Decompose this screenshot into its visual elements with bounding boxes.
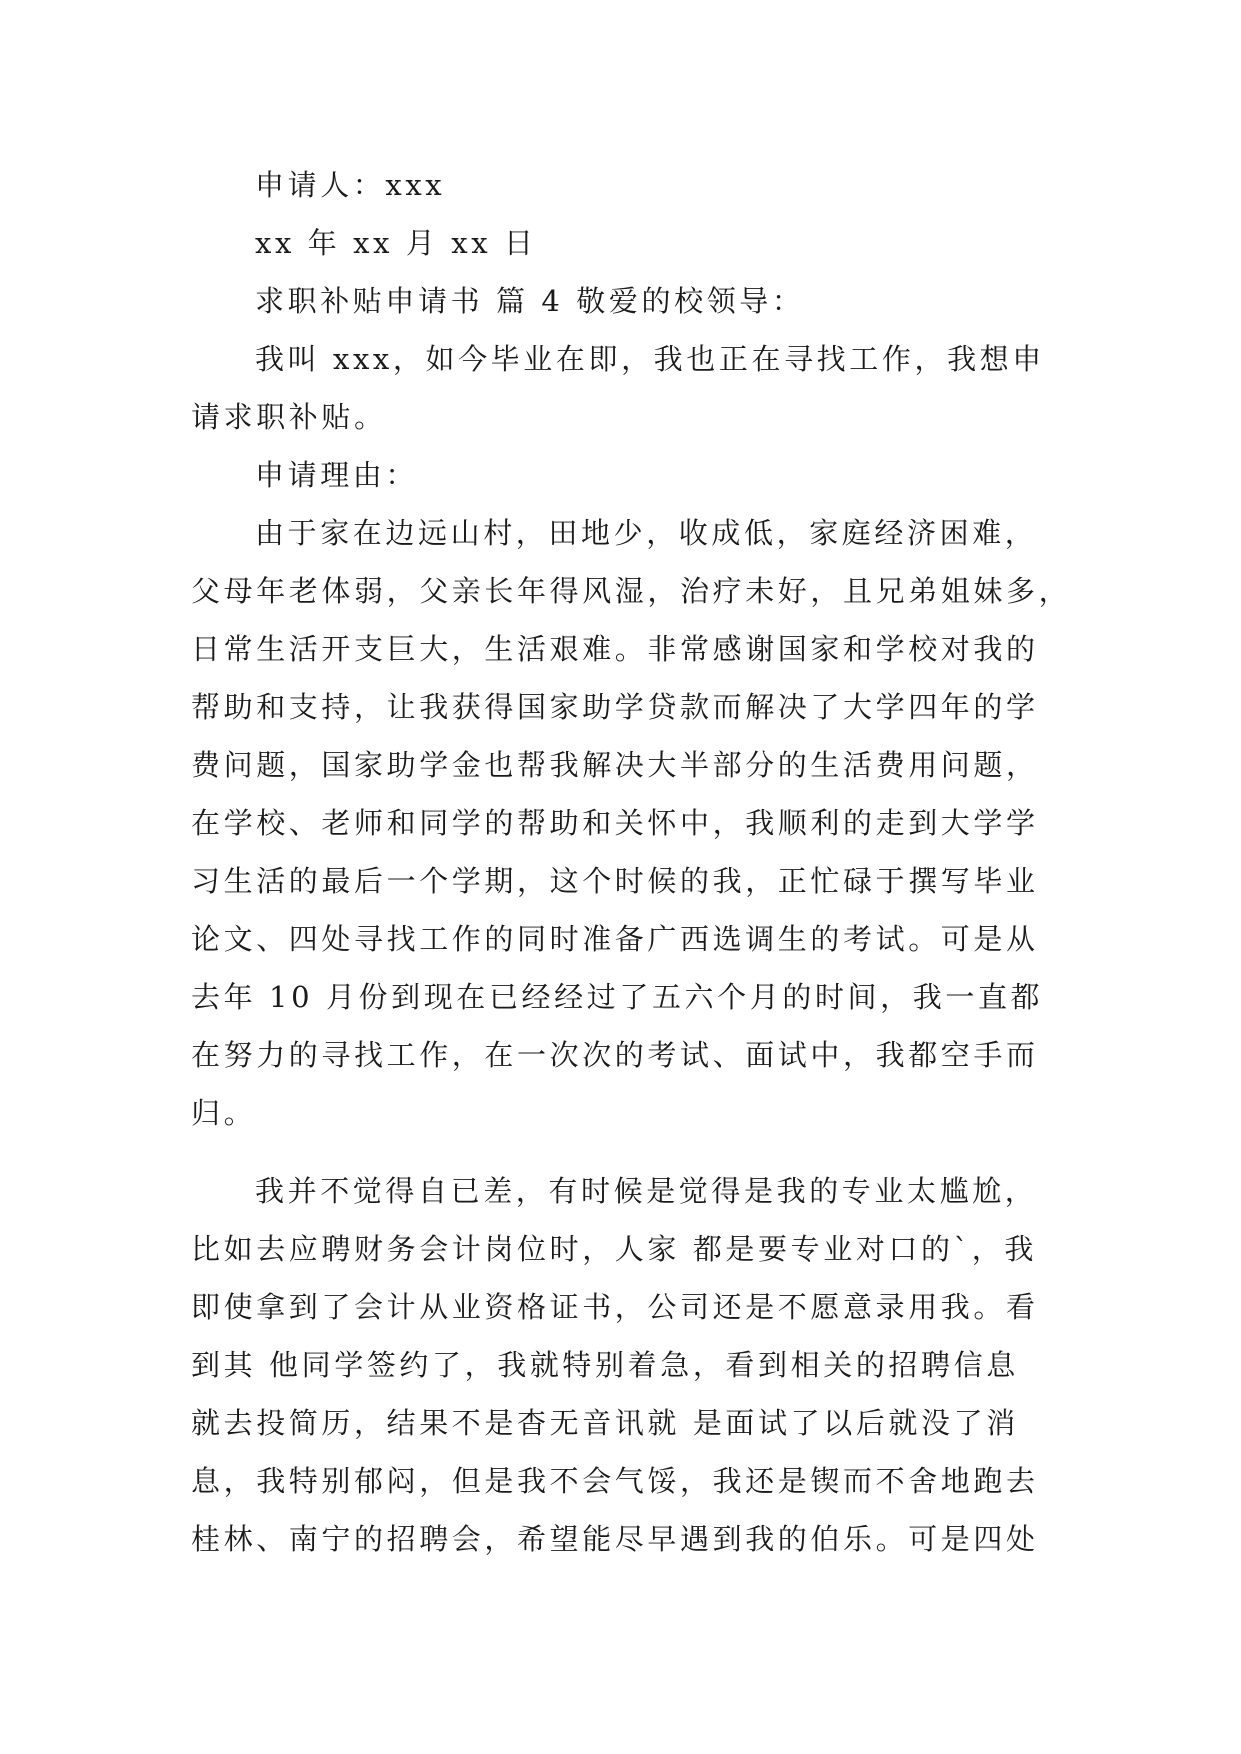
text-line: 即使拿到了会计从业资格证书，公司还是不愿意录用我。看 bbox=[191, 1290, 1039, 1324]
reason-label: 申请理由： bbox=[255, 458, 419, 492]
date-line: xx 年 xx 月 xx 日 bbox=[255, 226, 537, 260]
text-line: 习生活的最后一个学期，这个时候的我，正忙碌于撰写毕业 bbox=[191, 864, 1039, 898]
text-line: 比如去应聘财务会计岗位时，人家 都是要专业对口的`，我 bbox=[191, 1232, 1037, 1266]
applicant-line: 申请人：xxx bbox=[255, 168, 446, 202]
text-line: 我并不觉得自已差，有时候是觉得是我的专业太尴尬， bbox=[255, 1174, 1038, 1208]
paragraph-gap bbox=[191, 1142, 1051, 1162]
text-line: 就去投简历，结果不是杳无音讯就 是面试了以后就没了消 bbox=[191, 1406, 1019, 1440]
document-body bbox=[191, 156, 1072, 1568]
text-line: 父母年老体弱，父亲长年得风湿，治疗未好，且兄弟姐妹多， bbox=[191, 574, 1072, 608]
text-line: 在学校、老师和同学的帮助和关怀中，我顺利的走到大学学 bbox=[191, 806, 1039, 840]
text-line: 由于家在边远山村，田地少，收成低，家庭经济困难， bbox=[255, 516, 1038, 550]
text-line: 息，我特别郁闷，但是我不会气馁，我还是锲而不舍地跑去 bbox=[191, 1464, 1039, 1498]
text-line: 去年 10 月份到现在已经经过了五六个月的时间，我一直都 bbox=[191, 980, 1044, 1014]
text-line: 请求职补贴。 bbox=[191, 400, 387, 434]
paragraph-reasons bbox=[191, 504, 1072, 1142]
text-line: 日常生活开支巨大，生活艰难。非常感谢国家和学校对我的 bbox=[191, 632, 1039, 666]
text-line: 论文、四处寻找工作的同时准备广西选调生的考试。可是从 bbox=[191, 922, 1039, 956]
text-line: 桂林、南宁的招聘会，希望能尽早遇到我的伯乐。可是四处 bbox=[191, 1522, 1039, 1556]
text-line: 到其 他同学签约了，我就特别着急，看到相关的招聘信息 bbox=[191, 1348, 1019, 1382]
text-line: 帮助和支持，让我获得国家助学贷款而解决了大学四年的学 bbox=[191, 690, 1039, 724]
text-line: 归。 bbox=[191, 1096, 257, 1130]
text-line: 我叫 xxx，如今毕业在即，我也正在寻找工作，我想申 bbox=[255, 342, 1045, 376]
paragraph-experience bbox=[191, 1162, 1051, 1568]
text-line: 在努力的寻找工作，在一次次的考试、面试中，我都空手而 bbox=[191, 1038, 1039, 1072]
paragraph-intro bbox=[191, 330, 1051, 446]
heading-line: 求职补贴申请书 篇 4 敬爱的校领导： bbox=[255, 284, 805, 318]
text-line: 费问题，国家助学金也帮我解决大半部分的生活费用问题， bbox=[191, 748, 1039, 782]
